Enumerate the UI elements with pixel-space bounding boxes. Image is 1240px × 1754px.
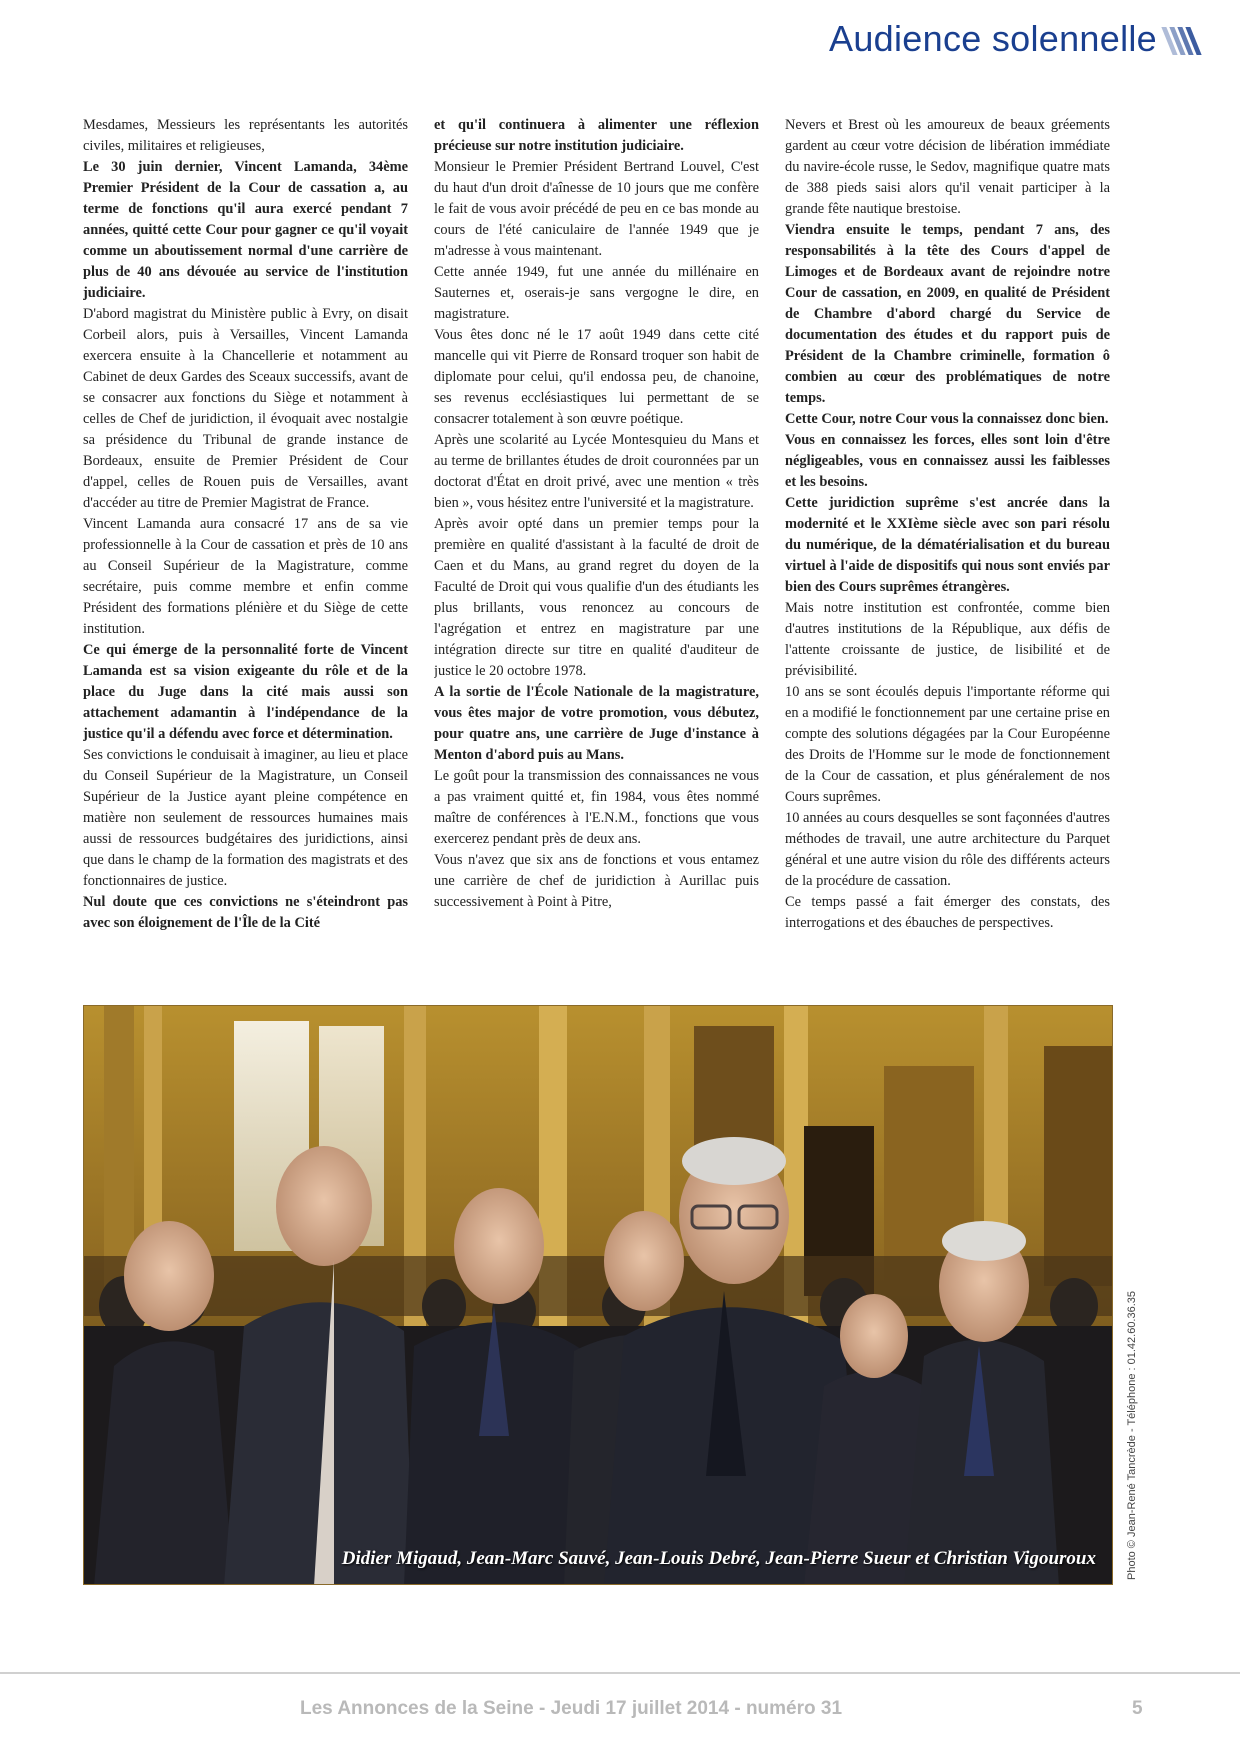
page-number: 5 [1132,1698,1143,1719]
article-paragraph: Vous en connaissez les forces, elles sont loin d'être négligeables, vous en connaissez aussi les faiblesses et les besoins. [785,432,1110,490]
article-paragraph: Viendra ensuite le temps, pendant 7 ans, des responsabilités à la tête des Cours d'appel de Limoges et de Bordeaux avant de rejoindre notre Cour de cassation, en 2009, en qualité de Président de Chambre d'abord chargé du Service de documentation des études et du rapport puis de Président de la Chambre criminelle, formation ô combien au cœur des problématiques de notre temps. [785,222,1110,406]
footer-divider [0,1672,1240,1674]
article-paragraph: Vincent Lamanda aura consacré 17 ans de sa vie professionnelle à la Cour de cassation et près de 10 ans au Conseil Supérieur de la Magistrature, comme secrétaire, puis comme membre et enfin comme Président des formations plénière et du Siège de cette institution. [83,516,408,637]
photo-credit: Photo © Jean-René Tancrède - Téléphone : 01.42.60.36.35 [1126,1290,1138,1580]
article-paragraph: Monsieur le Premier Président Bertrand Louvel, C'est du haut d'un droit d'aînesse de 10 jours que me confère le fait de vous avoir précédé de peu en ce bas monde au cours de l'été caniculaire de l'année 1949 que je m'adresse à vous maintenant. [434,159,759,259]
article-paragraph: Vous n'avez que six ans de fonctions et vous entamez une carrière de chef de juridiction à Aurillac puis successivement à Point à Pitre, [434,852,759,910]
ceremony-photo-image [84,1006,1113,1585]
article-paragraph: Le 30 juin dernier, Vincent Lamanda, 34ème Premier Président de la Cour de cassation a, au terme de fonctions qu'il aura exercé pendant 7 années, quitté cette Cour pour gagner ce qu'il voyait comme un aboutissement normal d'une carrière de plus de 40 ans dévouée au service de l'institution judiciaire. [83,159,408,301]
article-paragraph: 10 ans se sont écoulés depuis l'importante réforme qui en a modifié le fonctionnement par une certaine prise en compte des solutions dégagées par la Cour Européenne des Droits de l'Homme sur le mode de fonctionnement de la Cour de cassation, et plus généralement de nos Cours suprêmes. [785,684,1110,805]
article-column-3 [785,115,1110,990]
section-title: Audience solennelle [829,18,1157,59]
footer-publication: Les Annonces de la Seine - Jeudi 17 juillet 2014 - numéro 31 [300,1698,843,1719]
article-paragraph: A la sortie de l'École Nationale de la magistrature, vous êtes major de votre promotion, vous débutez, pour quatre ans, une carrière de Juge d'instance à Menton d'abord puis au Mans. [434,684,759,763]
article-paragraph: Mais notre institution est confrontée, comme bien d'autres institutions de la République, aux défis de l'attente croissante de justice, de lisibilité et de prévisibilité. [785,600,1110,679]
section-header [829,18,1196,60]
article-paragraph: et qu'il continuera à alimenter une réflexion précieuse sur notre institution judiciaire. [434,117,759,154]
article-paragraph: Cette juridiction suprême s'est ancrée dans la modernité et le XXIème siècle avec son pari résolu du numérique, de la dématérialisation et du bureau virtuel à l'aide de dispositifs qui nous sont enviés par bien des Cours suprêmes étrangères. [785,495,1110,595]
article-paragraph: Nul doute que ces convictions ne s'éteindront pas avec son éloignement de l'Île de la Cité [83,894,408,931]
article-paragraph: Après une scolarité au Lycée Montesquieu du Mans et au terme de brillantes études de droit couronnées par un doctorat d'État en droit privé, avec une mention « très bien », vous hésitez entre l'université et la magistrature. [434,432,759,511]
article-column-2 [434,115,759,990]
article-paragraph: Le goût pour la transmission des connaissances ne vous a pas vraiment quitté et, fin 1984, vous êtes nommé maître de conférences à l'E.N.M., fonctions que vous exercerez pendant près de deux ans. [434,768,759,847]
article-paragraph: D'abord magistrat du Ministère public à Evry, on disait Corbeil alors, puis à Versailles, Vincent Lamanda exercera ensuite à la Chancellerie et notamment au Cabinet de deux Gardes des Sceaux successifs, avant de se consacrer aux fonctions du Siège et notamment à celles de Chef de juridiction, il évoquait avec nostalgie sa présidence du Tribunal de grande instance de Bordeaux, ensuite de Premier Président de Cour d'appel, celles de Rouen puis de Versailles, avant d'accéder au titre de Premier Magistrat de France. [83,306,408,511]
article-paragraph: Cette Cour, notre Cour vous la connaissez donc bien. [785,411,1109,427]
article-body [83,115,1111,990]
ceremony-photo [83,1005,1113,1585]
article-paragraph: Vous êtes donc né le 17 août 1949 dans cette cité mancelle qui vit Pierre de Ronsard troquer son habit de diplomate pour celui, qu'il endossa peu, de chanoine, ses revenus ecclésiastiques lui permettant de se consacrer totalement à son œuvre poétique. [434,327,759,427]
article-paragraph: Ce qui émerge de la personnalité forte de Vincent Lamanda est sa vision exigeante du rôle et de la place du Juge dans la cité mais aussi son attachement adamantin à l'indépendance de la justice qu'il a défendu avec force et détermination. [83,642,408,742]
article-paragraph: Ses convictions le conduisait à imaginer, au lieu et place du Conseil Supérieur de la Magistrature, un Conseil Supérieur de la Justice ayant pleine compétence en matière non seulement de ressources humaines mais aussi de ressources budgétaires des juridictions, ainsi que dans le champ de la formation des magistrats et des fonctionnaires de justice. [83,747,408,889]
article-paragraph: Ce temps passé a fait émerger des constats, des interrogations et des ébauches de perspectives. [785,894,1110,931]
article-column-1 [83,115,408,990]
photo-caption: Didier Migaud, Jean-Marc Sauvé, Jean-Louis Debré, Jean-Pierre Sueur et Christian Vigouroux [341,1548,1096,1569]
section-stripes-icon [1167,23,1196,55]
article-paragraph: Cette année 1949, fut une année du millénaire en Sauternes et, oserais-je sans vergogne le dire, en magistrature. [434,264,759,322]
article-paragraph: Nevers et Brest où les amoureux de beaux gréements gardent au cœur votre décision de libération immédiate du navire-école russe, le Sedov, magnifique quatre mats de 388 pieds saisi alors qu'il venait participer à la grande fête nautique brestoise. [785,117,1110,217]
article-paragraph: Après avoir opté dans un premier temps pour la première en qualité d'assistant à la faculté de droit de Caen et du Mans, au grand regret du doyen de la Faculté de Droit qui vous qualifie d'un des étudiants les plus brillants, vous renoncez au concours de l'agrégation et entrez en magistrature par une intégration directe sur titre en qualité d'auditeur de justice le 20 octobre 1978. [434,516,759,679]
article-paragraph: 10 années au cours desquelles se sont façonnées d'autres méthodes de travail, une autre architecture du Parquet général et une autre vision du rôle des différents acteurs de la procédure de cassation. [785,810,1110,889]
article-paragraph: Mesdames, Messieurs les représentants les autorités civiles, militaires et religieuses, [83,117,408,154]
